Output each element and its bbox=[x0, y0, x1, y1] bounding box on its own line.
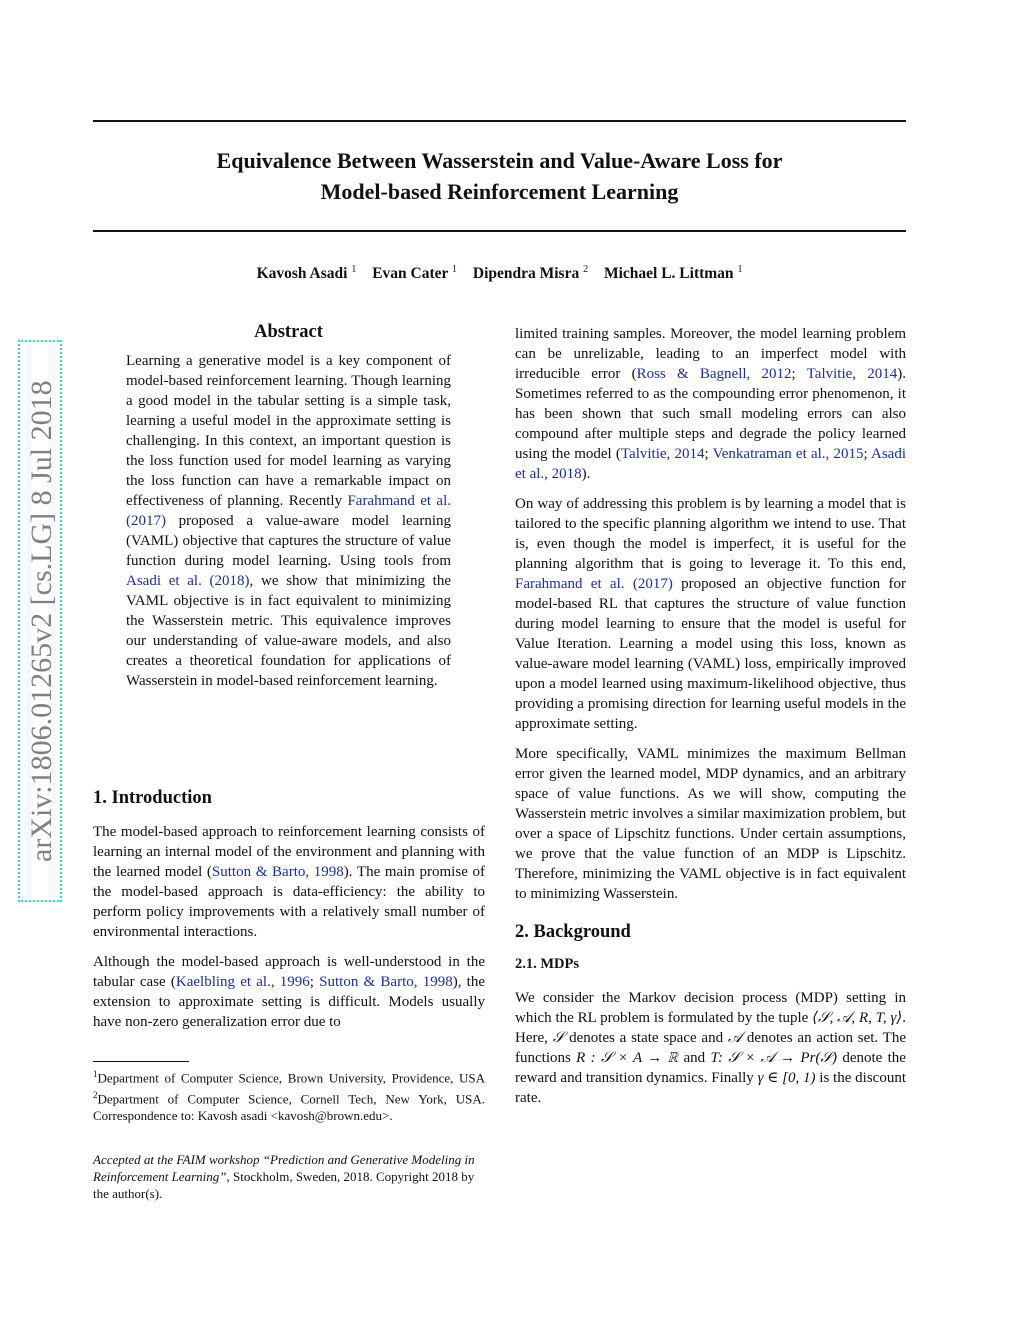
author: Dipendra Misra $^2$ bbox=[472, 264, 589, 282]
right-column bbox=[515, 324, 906, 1118]
intro-paragraph-2: Although the model-based approach is well-understood in the tabular case (Kaelbling et al., 1996; Sutton & Barto, 1998), the extension to approximate setting is difficult. Models usually have non-zero generalization error due to bbox=[93, 954, 485, 1030]
mdp-paragraph: We consider the Markov decision process (MDP) setting in which the RL problem is formulated by the tuple ⟨𝒮, 𝒜, R, T, γ⟩. Here, 𝒮 denotes a state space and 𝒜 denotes an action set. The functions R : 𝒮 × A → ℝ and T: 𝒮 × 𝒜 → Pr(𝒮) denote the reward and transition dynamics. Finally γ ∈ [0, 1) is the discount rate. bbox=[515, 990, 907, 1106]
abstract-body: Learning a generative model is a key component of model-based reinforcement learning. Though learning a good model in the tabular setting is a simple task, learning a useful model in the approximate setting is challenging. In this context, an important question is the loss function used for model learning as varying the loss function can have a remarkable impact on effectiveness of planning. Recently Farahmand et al. (2017) proposed a value-aware model learning (VAML) objective that captures the structure of value function during model learning. Using tools from Asadi et al. (2018), we show that minimizing the VAML objective is in fact equivalent to minimizing the Wasserstein metric. This equivalence improves our understanding of value-aware models, and also creates a theoretical foundation for applications of Wasserstein in model-based reinforcement learning. bbox=[126, 353, 451, 689]
intro-body bbox=[93, 822, 485, 1042]
citation-link[interactable]: Venkatraman et al., 2015 bbox=[712, 446, 864, 462]
author: Evan Cater $^1$ bbox=[372, 264, 457, 282]
arxiv-stamp[interactable]: arXiv:1806.01265v2 [cs.LG] 8 Jul 2018 bbox=[18, 340, 62, 902]
right-paragraph-1: limited training samples. Moreover, the model learning problem can be unrelizable, leading to an imperfect model with irreducible error (Ross & Bagnell, 2012; Talvitie, 2014). Sometimes referred to as the compounding error phenomenon, it has been shown that such small modeling errors can also compound after multiple steps and degrade the policy learned using the model (Talvitie, 2014; Venkatraman et al., 2015; Asadi et al., 2018). bbox=[515, 326, 907, 482]
title-line-2: Model-based Reinforcement Learning bbox=[320, 179, 679, 204]
intro-heading: 1. Introduction bbox=[93, 788, 212, 808]
math-reward-fn: R : 𝒮 × A → ℝ bbox=[576, 1050, 679, 1066]
math-action-set: 𝒜 bbox=[727, 1030, 743, 1046]
right-paragraph-3: More specifically, VAML minimizes the maximum Bellman error given the learned model, MDP dynamics, and an arbitrary space of value functions. As we will show, computing the Wasserstein metric involves a similar maximization problem, but over a space of Lipschitz functions. Under certain assumptions, we prove that the value function of an MDP is Lipschitz. Therefore, minimizing the VAML objective is in fact equivalent to minimizing Wasserstein. bbox=[515, 746, 906, 902]
paper-title bbox=[93, 145, 906, 207]
math-discount: γ ∈ [0, 1) bbox=[757, 1070, 816, 1086]
author: Kavosh Asadi $^1$ bbox=[256, 264, 357, 282]
citation-link[interactable]: Talvitie, 2014 bbox=[806, 366, 898, 382]
math-transition-fn: T: 𝒮 × 𝒜 → Pr(𝒮) bbox=[710, 1050, 838, 1066]
citation-link[interactable]: Asadi et al., 2018 bbox=[515, 446, 907, 482]
author: Michael L. Littman $^1$ bbox=[603, 264, 743, 282]
math-tuple: ⟨𝒮, 𝒜, R, T, γ⟩ bbox=[812, 1010, 903, 1026]
footnote-rule bbox=[93, 1061, 189, 1062]
citation-link[interactable]: Ross & Bagnell, 2012 bbox=[636, 366, 792, 382]
citation-link[interactable]: Kaelbling et al., 1996 bbox=[175, 974, 310, 990]
citation-link[interactable]: Sutton & Barto, 1998 bbox=[319, 974, 453, 990]
right-paragraph-2: On way of addressing this problem is by learning a model that is tailored to the specific planning algorithm we intend to use. That is, even though the model is imperfect, it is useful for the planning algorithm that is going to leverage it. To this end, Farahmand et al. (2017) proposed an objective function for model-based RL that captures the structure of value function during model learning to ensure that the model is useful for Value Iteration. Learning a model using this loss, known as value-aware model learning (VAML) loss, empirically improved upon a model learned using maximum-likelihood objective, thus providing a promising direction for learning useful models in the approximate setting. bbox=[515, 496, 906, 732]
math-state-space: 𝒮 bbox=[552, 1030, 565, 1046]
citation-link[interactable]: Talvitie, 2014 bbox=[620, 446, 705, 462]
abstract-heading: Abstract bbox=[254, 322, 323, 342]
title-line-1: Equivalence Between Wasserstein and Value-Aware Loss for bbox=[216, 148, 783, 173]
citation-link[interactable]: Asadi et al. (2018) bbox=[126, 573, 250, 589]
citation-link[interactable]: Farahmand et al. (2017) bbox=[515, 576, 673, 592]
top-rule bbox=[93, 120, 906, 122]
mdp-subheading: 2.1. MDPs bbox=[515, 956, 580, 972]
author-list bbox=[93, 264, 906, 283]
citation-link[interactable]: Farahmand et al. (2017) bbox=[126, 493, 451, 529]
background-heading: 2. Background bbox=[515, 922, 631, 942]
title-bottom-rule bbox=[93, 230, 906, 232]
footnote-affiliations: $^1$Department of Computer Science, Brown University, Providence, USA $^2$Department of Computer Science, Cornell Tech, New York, USA. Correspondence to: Kavosh asadi <kavosh@brown.edu>. bbox=[93, 1069, 485, 1123]
intro-paragraph-1: The model-based approach to reinforcement learning consists of learning an internal model of the environment and planning with the learned model (Sutton & Barto, 1998). The main promise of the model-based approach is data-efficiency: the ability to perform policy improvements with a relatively small number of environmental interactions. bbox=[93, 824, 485, 940]
citation-link[interactable]: Sutton & Barto, 1998 bbox=[211, 864, 344, 880]
venue-note: Accepted at the FAIM workshop “Prediction and Generative Modeling in Reinforcement Learning”, Stockholm, Sweden, 2018. Copyright 2018 by the author(s). bbox=[93, 1152, 475, 1201]
